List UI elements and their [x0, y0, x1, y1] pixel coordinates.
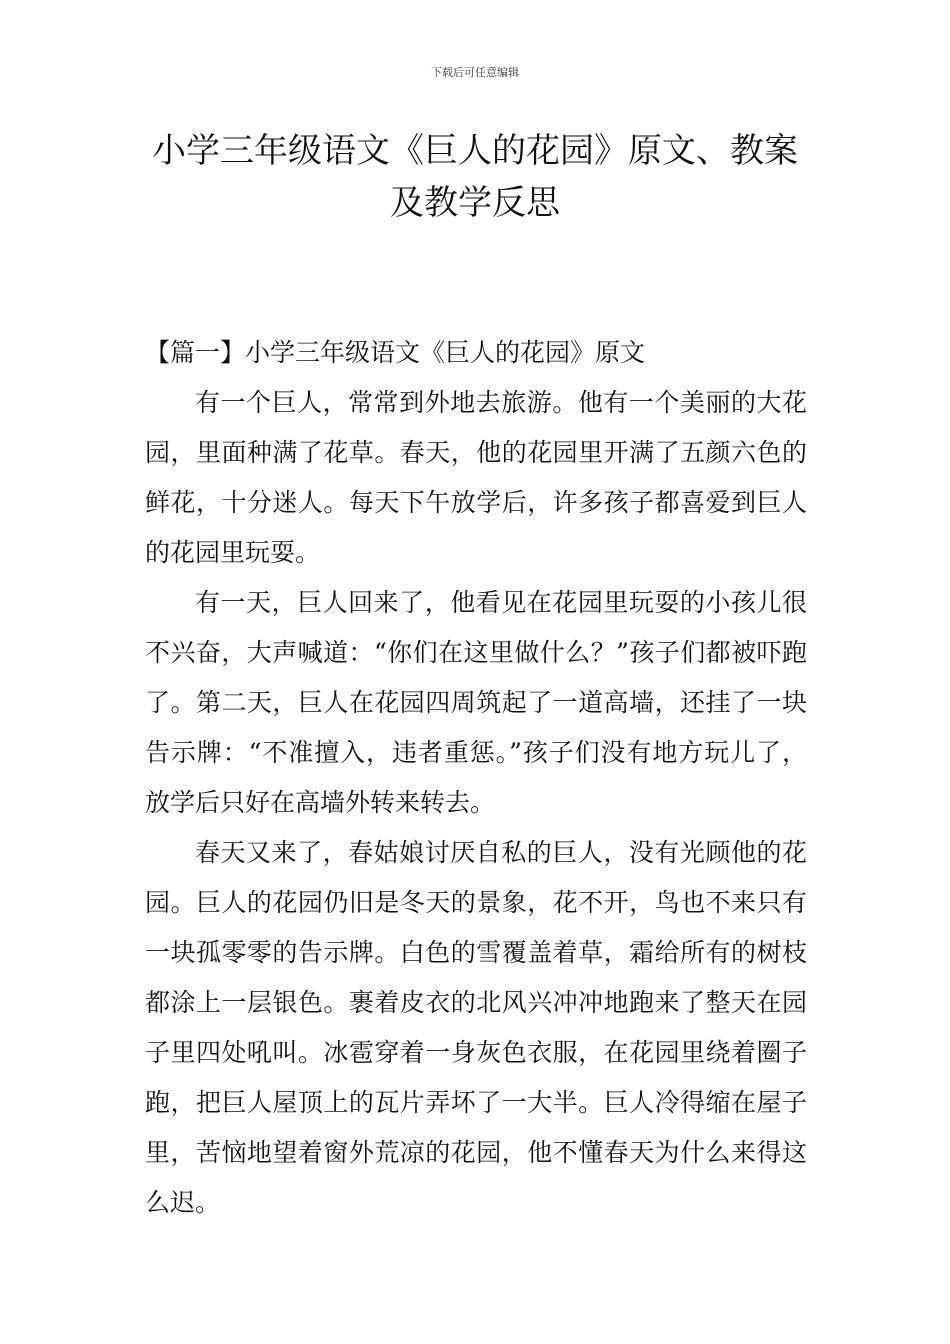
- paragraph-2: 有一天，巨人回来了，他看见在花园里玩耍的小孩儿很不兴奋，大声喊道：“你们在这里做什么？”孩子们都被吓跑了。第二天，巨人在花园四周筑起了一道高墙，还挂了一块告示牌：“不准擅入，违者重惩。”孩子们没有地方玩儿了，放学后只好在高墙外转来转去。: [145, 588, 807, 817]
- document-title: 小学三年级语文《巨人的花园》原文、教案及教学反思: [152, 131, 798, 223]
- header-note: 下载后可任意编辑: [431, 66, 519, 79]
- paragraph-3: 春天又来了，春姑娘讨厌自私的巨人，没有光顾他的花园。巨人的花园仍旧是冬天的景象，花不开，鸟也不来只有一块孤零零的告示牌。白色的雪覆盖着草，霜给所有的树枝都涂上一层银色。裹着皮衣的北风兴冲冲地跑来了整天在园子里四处吼叫。冰雹穿着一身灰色衣服，在花园里绕着圈子跑，把巨人屋顶上的瓦片弄坏了一大半。巨人冷得缩在屋子里，苦恼地望着窗外荒凉的花园，他不懂春天为什么来得这么迟。: [145, 838, 807, 1217]
- document-body: [145, 328, 807, 1228]
- paragraph-1: 有一个巨人，常常到外地去旅游。他有一个美丽的大花园，里面种满了花草。春天，他的花园里开满了五颜六色的鲜花，十分迷人。每天下午放学后，许多孩子都喜爱到巨人的花园里玩耍。: [145, 388, 807, 567]
- section-heading: 【篇一】小学三年级语文《巨人的花园》原文: [145, 338, 646, 367]
